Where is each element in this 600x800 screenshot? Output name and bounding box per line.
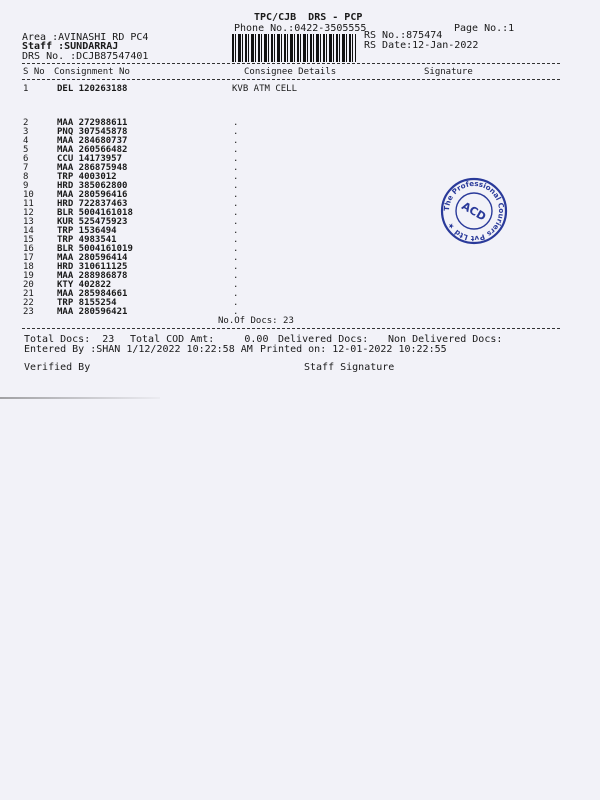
row-dot: . — [233, 145, 239, 155]
row-sno: 2 — [23, 118, 29, 128]
staff-label: Staff :SUNDARRAJ — [22, 41, 119, 52]
col-header-signature: Signature — [424, 67, 473, 77]
row-sno: 11 — [23, 199, 34, 209]
drs-number: DRS No. :DCJB87547401 — [22, 51, 149, 62]
row-dot: . — [233, 190, 239, 200]
svg-text:The Professional Couriers Pvt: The Professional Couriers Pvt Ltd ★ — [441, 178, 507, 244]
row-consignment: TRP 1536494 — [57, 226, 117, 236]
page-number: Page No.:1 — [454, 23, 515, 34]
row-dot: . — [233, 136, 239, 146]
row-dot: . — [233, 307, 239, 317]
row-sno: 3 — [23, 127, 29, 137]
col-header-consignment: Consignment No — [54, 67, 130, 77]
printed-on: Printed on: 12-01-2022 10:22:55 — [260, 344, 447, 355]
staff-signature-label: Staff Signature — [304, 362, 395, 373]
row-consignment: MAA 284680737 — [57, 136, 128, 146]
row-consignee: KVB ATM CELL — [232, 84, 298, 94]
row-sno: 19 — [23, 271, 34, 281]
row-consignment: TRP 4983541 — [57, 235, 117, 245]
row-consignment: MAA 272988611 — [57, 118, 128, 128]
row-consignment: HRD 722837463 — [57, 199, 128, 209]
divider-footer — [22, 328, 560, 329]
row-consignment: KTY 402822 — [57, 280, 112, 290]
row-dot: . — [233, 298, 239, 308]
row-dot: . — [233, 217, 239, 227]
entered-by: Entered By :SHAN 1/12/2022 10:22:58 AM — [24, 344, 253, 355]
row-dot: . — [233, 253, 239, 263]
row-dot: . — [233, 127, 239, 137]
row-sno: 8 — [23, 172, 29, 182]
verified-by-label: Verified By — [24, 362, 91, 373]
row-consignment: KUR 525475923 — [57, 217, 128, 227]
row-consignment: HRD 385062800 — [57, 181, 128, 191]
row-dot: . — [233, 163, 239, 173]
divider-top — [22, 63, 560, 64]
row-sno: 21 — [23, 289, 34, 299]
delivered-docs: Delivered Docs: — [278, 334, 369, 345]
row-dot: . — [233, 280, 239, 290]
row-consignment: MAA 285984661 — [57, 289, 128, 299]
rs-number: RS No.:875474 — [364, 30, 443, 41]
total-docs: Total Docs: 23 — [24, 334, 115, 345]
row-sno: 14 — [23, 226, 34, 236]
total-cod-amount: Total COD Amt: 0.00 — [130, 334, 269, 345]
row-consignment: DEL 120263188 — [57, 84, 128, 94]
rs-date: RS Date:12-Jan-2022 — [364, 40, 479, 51]
row-dot: . — [233, 208, 239, 218]
row-consignment: TRP 4003012 — [57, 172, 117, 182]
area-label: Area :AVINASHI RD PC4 — [22, 32, 149, 43]
scan-smudge — [0, 397, 160, 399]
row-dot: . — [233, 244, 239, 254]
barcode — [232, 34, 356, 62]
row-consignment: CCU 14173957 — [57, 154, 123, 164]
row-dot: . — [233, 154, 239, 164]
divider-header — [22, 79, 560, 80]
row-consignment: HRD 310611125 — [57, 262, 128, 272]
row-dot: . — [233, 271, 239, 281]
row-sno: 12 — [23, 208, 34, 218]
row-consignment: MAA 280596414 — [57, 253, 128, 263]
row-dot: . — [233, 181, 239, 191]
company-seal-stamp — [440, 177, 508, 245]
row-consignment: TRP 8155254 — [57, 298, 117, 308]
row-consignment: MAA 280596416 — [57, 190, 128, 200]
row-sno: 10 — [23, 190, 34, 200]
non-delivered-docs: Non Delivered Docs: — [388, 334, 503, 345]
row-consignment: MAA 260566482 — [57, 145, 128, 155]
row-consignment: BLR 5004161019 — [57, 244, 133, 254]
svg-text:ACD: ACD — [459, 199, 489, 224]
document-title: TPC/CJB DRS - PCP — [254, 12, 363, 23]
row-sno: 9 — [23, 181, 29, 191]
row-sno: 4 — [23, 136, 29, 146]
row-sno: 22 — [23, 298, 34, 308]
row-dot: . — [233, 199, 239, 209]
row-dot: . — [233, 289, 239, 299]
col-header-consignee: Consignee Details — [244, 67, 337, 77]
row-sno: 17 — [23, 253, 34, 263]
row-sno: 1 — [23, 84, 29, 94]
row-dot: . — [233, 172, 239, 182]
row-dot: . — [233, 118, 239, 128]
row-sno: 5 — [23, 145, 29, 155]
row-sno: 18 — [23, 262, 34, 272]
row-consignment: MAA 288986878 — [57, 271, 128, 281]
row-sno: 6 — [23, 154, 29, 164]
row-sno: 16 — [23, 244, 34, 254]
row-consignment: MAA 280596421 — [57, 307, 128, 317]
phone-number: Phone No.:0422-3505555 — [234, 23, 367, 34]
table-row — [0, 85, 600, 94]
row-dot: . — [233, 235, 239, 245]
row-consignment: MAA 286875948 — [57, 163, 128, 173]
row-sno: 7 — [23, 163, 29, 173]
col-header-sno: S No — [23, 67, 45, 77]
row-consignment: BLR 5004161018 — [57, 208, 133, 218]
row-sno: 15 — [23, 235, 34, 245]
row-sno: 13 — [23, 217, 34, 227]
no-of-docs: No.Of Docs: 23 — [218, 316, 294, 326]
table-row — [0, 308, 600, 317]
row-consignment: PNQ 307545878 — [57, 127, 128, 137]
row-sno: 23 — [23, 307, 34, 317]
row-dot: . — [233, 262, 239, 272]
row-dot: . — [233, 226, 239, 236]
row-sno: 20 — [23, 280, 34, 290]
